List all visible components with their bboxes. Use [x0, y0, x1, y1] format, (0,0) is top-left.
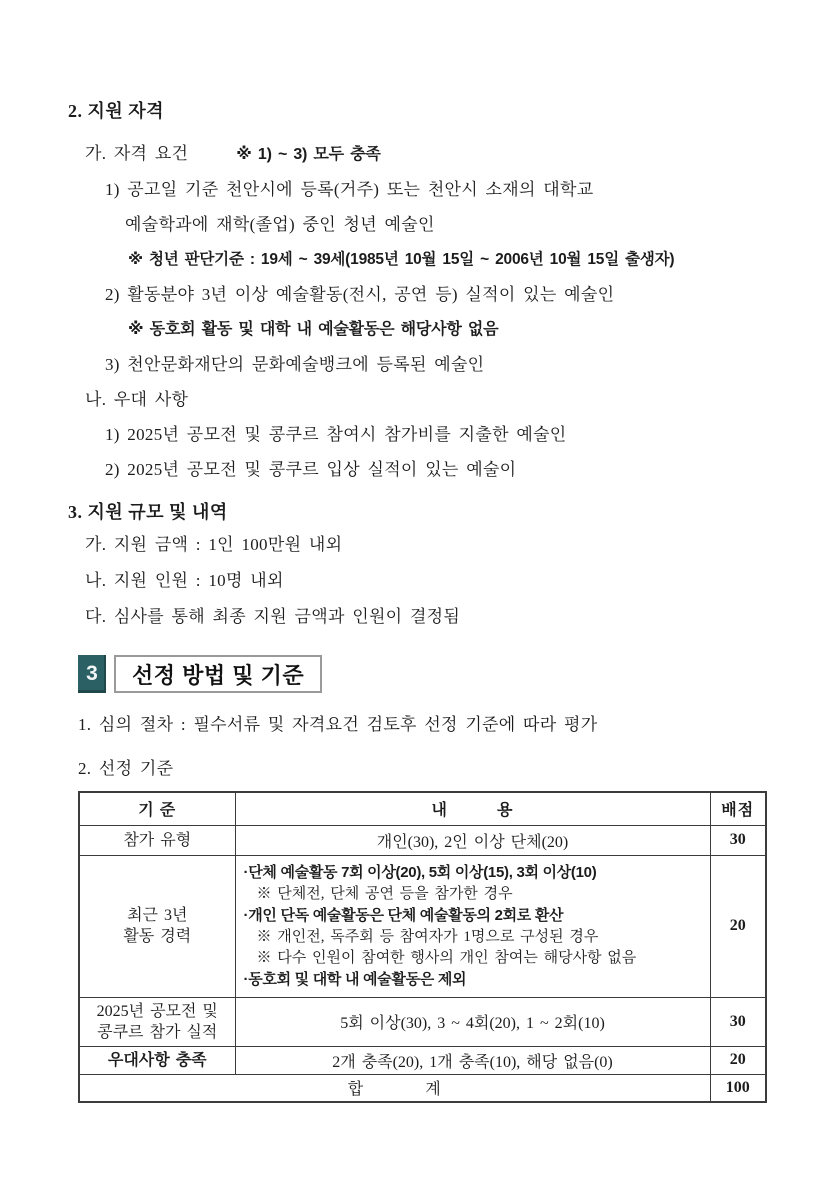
header-criterion: 기 준 [79, 792, 235, 825]
preference-label: 나. 우대 사항 [85, 390, 189, 409]
review-procedure: 1. 심의 절차 : 필수서류 및 자격요건 검토후 선정 기준에 따라 평가 [78, 715, 598, 734]
selection-criteria-label: 2. 선정 기준 [78, 759, 174, 778]
total-label: 합 계 [79, 1074, 710, 1102]
scale-amount: 가. 지원 금액 : 1인 100만원 내외 [85, 535, 343, 554]
qualification-item-1-continued: 예술학과에 재학(졸업) 중인 청년 예술인 [125, 215, 435, 234]
youth-criteria-note: ※ 청년 판단기준 : 19세 ~ 39세(1985년 10월 15일 ~ 2006년 10월 15일 출생자) [128, 251, 675, 268]
career-criterion [79, 855, 235, 997]
header-score: 배점 [710, 792, 766, 825]
career-score: 20 [710, 855, 766, 997]
table-row-career [79, 855, 766, 997]
career-criterion-line2: 활동 경력 [123, 928, 192, 945]
career-note-1: ※ 단체전, 단체 공연 등을 참가한 경우 [256, 885, 513, 902]
section-heading-qualification: 2. 지원 자격 [68, 101, 165, 121]
selection-criteria-table [78, 791, 767, 1103]
header-content: 내 용 [235, 792, 710, 825]
total-score: 100 [710, 1074, 766, 1102]
career-criterion-line1: 최근 3년 [127, 907, 188, 924]
qualification-item-1: 1) 공고일 기준 천안시에 등록(거주) 또는 천안시 소재의 대학교 [105, 180, 594, 199]
section-heading-scale: 3. 지원 규모 및 내역 [68, 502, 228, 522]
requirements-note: ※ 1) ~ 3) 모두 충족 [236, 146, 381, 163]
career-bullet-1: ·단체 예술활동 7회 이상(20), 5회 이상(15), 3회 이상(10) [243, 863, 597, 881]
scale-headcount: 나. 지원 인원 : 10명 내외 [85, 571, 284, 590]
participation-score: 30 [710, 825, 766, 855]
table-row-participation [79, 825, 766, 855]
preference-item-1: 1) 2025년 공모전 및 콩쿠르 참여시 참가비를 지출한 예술인 [105, 425, 567, 444]
participation-content: 개인(30), 2인 이상 단체(20) [235, 825, 710, 855]
qualification-requirements-line [85, 136, 769, 172]
preference-criterion: 우대사항 충족 [79, 1046, 235, 1074]
contest-criterion-line1: 2025년 공모전 및 [96, 1002, 218, 1020]
table-row-contest [79, 997, 766, 1046]
requirements-label: 가. 자격 요건 [85, 144, 189, 163]
qualification-item-2: 2) 활동분야 3년 이상 예술활동(전시, 공연 등) 실적이 있는 예술인 [105, 285, 615, 304]
scale-decision: 다. 심사를 통해 최종 지원 금액과 인원이 결정됨 [85, 607, 461, 626]
career-content [235, 855, 710, 997]
table-row-preference [79, 1046, 766, 1074]
career-bullet-2: ·개인 단독 예술활동은 단체 예술활동의 2회로 환산 [243, 906, 564, 924]
contest-score: 30 [710, 997, 766, 1046]
contest-criterion [79, 997, 235, 1046]
career-bullet-3: ·동호회 및 대학 내 예술활동은 제외 [243, 970, 467, 988]
section-number-badge: 3 [78, 655, 106, 693]
section-title-box: 선정 방법 및 기준 [114, 655, 322, 693]
selection-section-banner [78, 655, 769, 693]
preference-score: 20 [710, 1046, 766, 1074]
contest-content: 5회 이상(30), 3 ~ 4회(20), 1 ~ 2회(10) [235, 997, 710, 1046]
preference-content: 2개 충족(20), 1개 충족(10), 해당 없음(0) [235, 1046, 710, 1074]
career-note-3: ※ 다수 인원이 참여한 행사의 개인 참여는 해당사항 없음 [256, 949, 637, 966]
career-note-2: ※ 개인전, 독주회 등 참여자가 1명으로 구성된 경우 [256, 928, 599, 945]
preference-item-2: 2) 2025년 공모전 및 콩쿠르 입상 실적이 있는 예술이 [105, 460, 517, 479]
qualification-item-3: 3) 천안문화재단의 문화예술뱅크에 등록된 예술인 [105, 355, 485, 374]
contest-criterion-line2: 콩쿠르 참가 실적 [97, 1023, 218, 1041]
table-row-total [79, 1074, 766, 1102]
participation-criterion: 참가 유형 [79, 825, 235, 855]
table-header-row [79, 792, 766, 825]
club-exclusion-note: ※ 동호회 활동 및 대학 내 예술활동은 해당사항 없음 [128, 321, 499, 338]
